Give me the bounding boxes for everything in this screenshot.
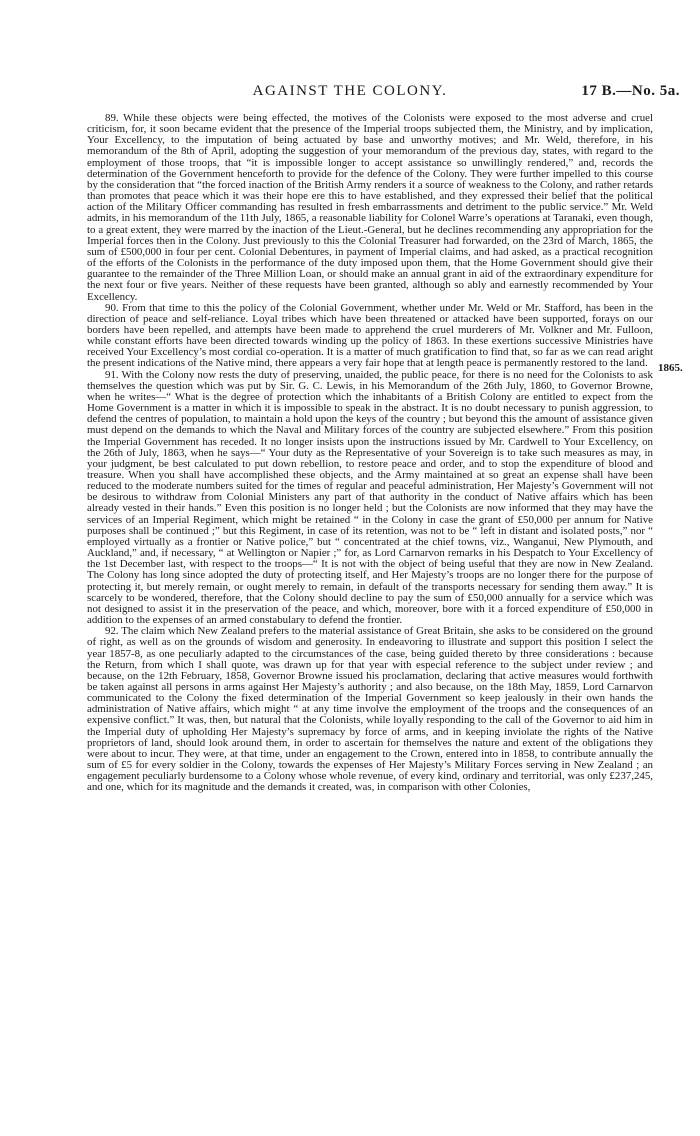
paragraph-89: 89. While these objects were being effected, the motives of the Colonists were exposed to the most adverse and cruel criticism, for, it soon became evident that the presence of the Imperial troops subjected them, the Ministry, and by implication, Your Excellency, to the imputation of being actuated by base and unworthy motives; and Mr. Weld, therefore, in his memorandum of the 8th of April, adopting the suggestion of your memorandum of the previous day, states, with regard to the employment of those troops, that “it is impossible longer to accept assistance so unwillingly rendered,” and, records the determination of the Government henceforth to provide for the defence of the Colony. They were further impelled to this course by the consideration that “the forced inaction of the British Army renders it a source of weakness to the Colony, and rather retards than promotes that peace which it was their hope ere this to have established, and they expressed their belief that the political action of the Military Officer commanding has resulted in fresh embarrassments and detriment to the public service.” Mr. Weld admits, in his memorandum of the 11th July, 1865, a reasonable liability for Colonel Warre’s operations at Taranaki, even though, to a great extent, they were marred by the inaction of the Lieut.-General, but he declines recommending any appropriation for the Imperial forces then in the Colony. Just previously to this the Colonial Treasurer had forwarded, on the 23rd of March, 1865, the sum of £500,000 in four per cent. Colonial Debentures, in payment of Imperial claims, and had asked, as a practical recognition of the efforts of the Colonists in the performance of the duty imposed upon them, that the Home Government should give their guarantee to the remainder of the Three Million Loan, or should make an annual grant in aid of the extraordinary expenditure for the next four or five years. Neither of these requests have been granted, although so ably and earnestly recommended by Your Excellency.	[87, 112, 653, 303]
paragraph-92: 92. The claim which New Zealand prefers to the material assistance of Great Britain, she asks to be considered on the ground of right, as well as on the grounds of wisdom and generosity. In endeavoring to illustrate and support this position I select the year 1857-8, as one peculiarly adapted to the circumstances of the case, being guided thereto by three considerations : because the Return, from which I shall quote, was drawn up for that year with especial reference to the subject under review ; and because, on the 12th February, 1858, Governor Browne issued his proclamation, declaring that active measures would forthwith be taken against all persons in arms against Her Majesty’s authority ; and also because, on the 18th May, 1859, Lord Carnarvon communicated to the Colony the fixed determination of the Imperial Government so keep jealously in their own hands the administration of Native affairs, which might “ at any time involve the employment of the troops and the consequences of an expensive conflict.” It was, then, but natural that the Colonists, while loyally responding to the call of the Governor to aid him in the Imperial duty of upholding Her Majesty’s supremacy by force of arms, and in keeping inviolate the rights of the Native proprietors of land, should look around them, in order to ascertain for themselves the nature and extent of the obligations they were about to incur. They were, at that time, under an engagement to the Crown, entered into in 1858, to contribute annually the sum of £5 for every soldier in the Colony, towards the expenses of Her Majesty’s Military Forces serving in New Zealand ; an engagement peculiarly burdensome to a Colony whose whole revenue, of every kind, ordinary and territorial, was only £237,245, and one, which for its magnitude and the demands it created, was, in comparison with other Colonies,	[87, 625, 653, 794]
body-text	[87, 113, 653, 794]
paragraph-90: 90. From that time to this the policy of the Colonial Government, whether under Mr. Weld or Mr. Stafford, has been in the direction of peace and self-reliance. Loyal tribes which have been threatened or attacked have been supported, forays on our borders have been repelled, and attempts have been made to apprehend the cruel murderers of Mr. Volkner and Mr. Fulloon, while constant efforts have been directed towards winding up the policy of 1863. In these exertions successive Ministries have received Your Excellency’s most cordial co-operation. It is a matter of much gratification to find that, so far as we can read aright the present indications of the Native mind, there appears a very fair hope that at length peace is permanently restored to the land.	[87, 301, 653, 370]
paragraph-91: 91. With the Colony now rests the duty of preserving, unaided, the public peace, for there is no need for the Colonists to ask themselves the question which was put by Sir. G. C. Lewis, in his Memorandum of the 26th July, 1860, to Governor Browne, when he writes—“ What is the degree of protection which the inhabitants of a British Colony are entitled to expect from the Home Government is a matter in which it is impossible to speak in the abstract. It is no doubt necessary to punish aggression, to defend the centres of population, to maintain a hold upon the keys of the country ; but beyond this the amount of assistance given must depend on the demands to which the Naval and Military forces of the country are subjected elsewhere.” From this position the Imperial Government has receded. It no longer insists upon the instructions issued by Mr. Cardwell to Your Excellency, on the 26th of July, 1863, when he says—“ Your duty as the Representative of your Sovereign is to take such measures as may, in your judgment, be best calculated to put down rebellion, to restore peace and order, and to stop the expenditure of blood and treasure. When you shall have accomplished these objects, and the Army maintained at so great an expense shall have been reduced to the moderate numbers suited for the times of regular and peaceful administration, Her Majesty’s Government will not be desirous to withdraw from Colonial Ministers any part of that authority in the conduct of Native affairs which has been already vested in their hands.” Even this position is no longer held ; but the Colonists are now informed that they may have the services of an Imperial Regiment, which might be retained “ in the Colony in case the grant of £50,000 per annum for Native purposes shall be continued ;” but this Regiment, in case of its retention, was not to be “ left in distant and isolated posts,” nor “ employed virtually as a frontier or Native police,” but “ concentrated at the chief towns, viz., Wanganui, New Plymouth, and Auckland,” and, if necessary, “ at Wellington or Napier ;” for, as Lord Carnarvon remarks in his Despatch to Your Excellency of the 1st December last, with respect to the troops—“ It is not with the object of being useful that they are now in New Zealand. The Colony has long since adopted the duty of protecting itself, and Her Majesty’s troops are no longer there for the purpose of protecting it, but merely remain, or ought merely to remain, in default of the transports necessary for sending them away.” It is scarcely to be wondered, therefore, that the Colony should decline to pay the sum of £50,000 annually for a service which was not designed to assist it in the preservation of the peace, and which, moreover, bore with it a forced expenditure of £50,000 in addition to the expenses of an armed constabulary to defend the frontier.	[87, 368, 653, 627]
page-reference: 17 B.—No. 5a.	[581, 83, 680, 99]
margin-year-note: 1865.	[658, 362, 683, 374]
running-title: AGAINST THE COLONY.	[252, 83, 448, 99]
